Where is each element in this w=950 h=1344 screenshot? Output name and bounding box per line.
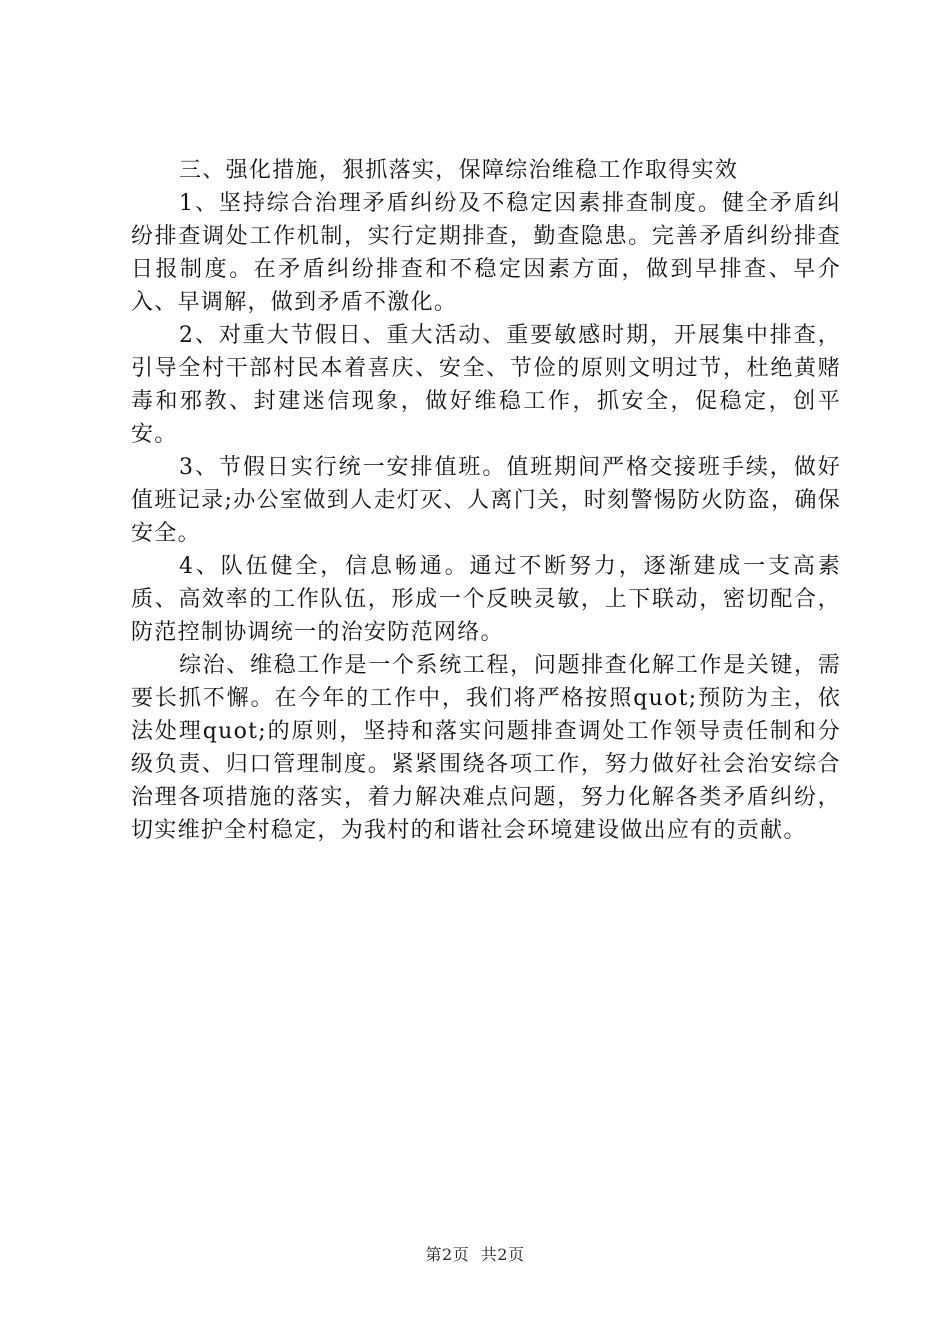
paragraph-item-3: 3、节假日实行统一安排值班。值班期间严格交接班手续，做好值班记录;办公室做到人走灯灭、人离门关，时刻警惕防火防盗，确保安全。 xyxy=(131,455,841,546)
section-heading: 三、强化措施，狠抓落实，保障综治维稳工作取得实效 xyxy=(179,158,739,183)
paragraph-item-4: 4、队伍健全，信息畅通。通过不断努力，逐渐建成一支高素质、高效率的工作队伍，形成一个反映灵敏，上下联动，密切配合，防范控制协调统一的治安防范网络。 xyxy=(131,554,841,645)
page-footer xyxy=(0,1244,950,1266)
paragraph-item-2: 2、对重大节假日、重大活动、重要敏感时期，开展集中排查，引导全村干部村民本着喜庆、安全、节俭的原则文明过节，杜绝黄赌毒和邪教、封建迷信现象，做好维稳工作，抓安全，促稳定，创平安。 xyxy=(131,323,841,447)
page-number: 第2页 xyxy=(425,1245,470,1264)
page-total: 共2页 xyxy=(480,1245,525,1264)
document-body xyxy=(131,154,841,847)
closing-paragraph: 综治、维稳工作是一个系统工程，问题排查化解工作是关键，需要长抓不懈。在今年的工作中，我们将严格按照quot;预防为主，依法处理quot;的原则，坚持和落实问题排查调处工作领导责任制和分级负责、归口管理制度。紧紧围绕各项工作，努力做好社会治安综合治理各项措施的落实，着力解决难点问题，努力化解各类矛盾纠纷，切实维护全村稳定，为我村的和谐社会环境建设做出应有的贡献。 xyxy=(131,653,841,843)
paragraph-item-1: 1、坚持综合治理矛盾纠纷及不稳定因素排查制度。健全矛盾纠纷排查调处工作机制，实行定期排查，勤查隐患。完善矛盾纠纷排查日报制度。在矛盾纠纷排查和不稳定因素方面，做到早排查、早介入、早调解，做到矛盾不激化。 xyxy=(131,191,841,315)
